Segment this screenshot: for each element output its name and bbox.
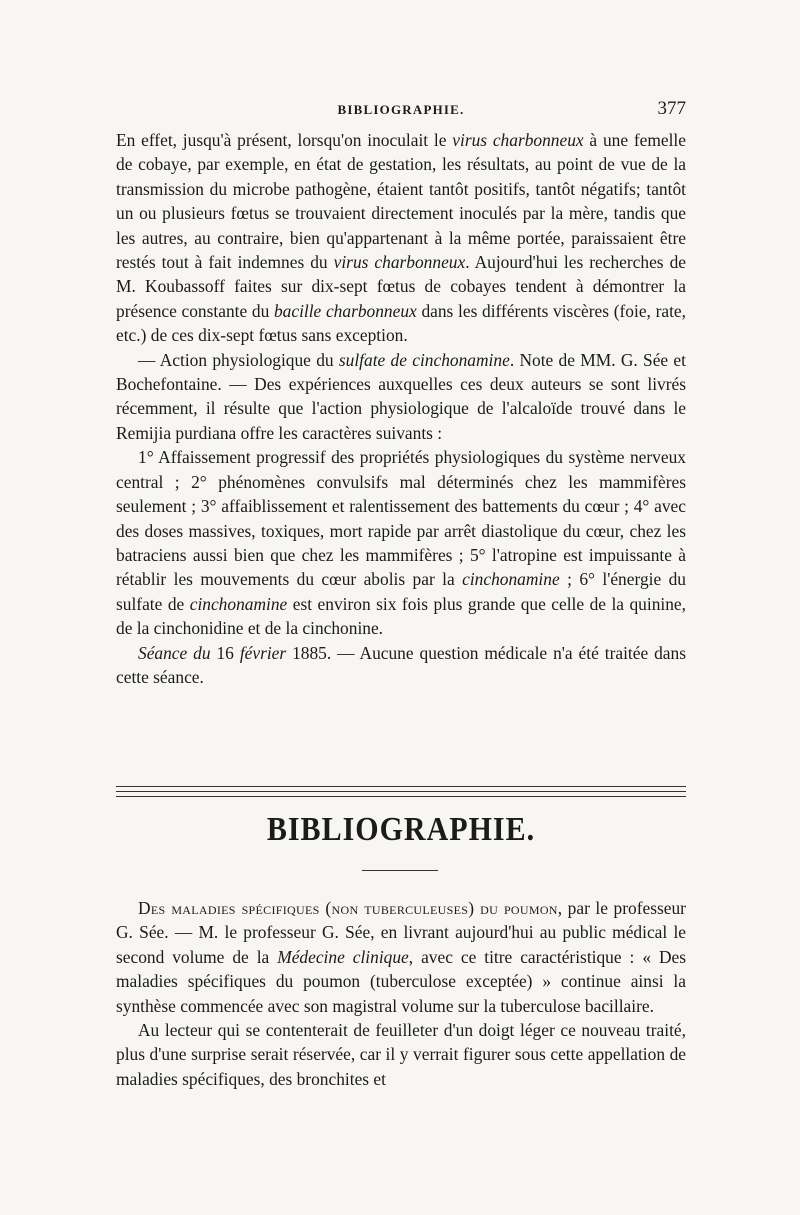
body-text-bottom: [116, 896, 686, 1091]
paragraph-reader: Au lecteur qui se contenterait de feuilleter d'un doigt léger ce nouveau traité, plus d'une surprise serait réservée, car il y verrait figurer sous cette appellation de maladies spécifiques, des bronchites et: [116, 1020, 686, 1089]
paragraph-cinchonamine: — Action physiologique du sulfate de cinchonamine. Note de MM. G. Sée et Bochefontaine. — Des expériences auxquelles ces deux auteurs se sont livrés récemment, il résulte que l'action physiologique de l'alcaloïde trouvé dans le Remijia purdiana offre les caractères suivants :: [116, 349, 686, 443]
body-text-top: [116, 128, 686, 689]
page-number: 377: [657, 98, 686, 119]
divider-rule: [116, 786, 686, 787]
divider-rule: [116, 796, 686, 797]
running-title: BIBLIOGRAPHIE.: [337, 102, 465, 117]
paragraph-koubassoff: En effet, jusqu'à présent, lorsqu'on inoculait le virus charbonneux à une femelle de cobaye, par exemple, en état de gestation, les résultats, au point de vue de la transmission du microbe pathogène, étaient tantôt positifs, tantôt négatifs; tantôt un ou plusieurs fœtus se trouvaient directement inoculés par la mère, tandis que les autres, au contraire, bien qu'appartenant à la même portée, paraissaient être restés tout à fait indemnes du virus charbonneux. Aujourd'hui les recherches de M. Koubassoff faites sur dix-sept fœtus de cobayes tendent à démontrer la présence constante du bacille charbonneux dans les différents viscères (foie, rate, etc.) de ces dix-sept fœtus sans exception.: [116, 130, 686, 346]
paragraph-effects-list: 1° Affaissement progressif des propriétés physiologiques du système nerveux central ; 2° phénomènes convulsifs mal déterminés chez les mammifères seulement ; 3° affaiblissement et ralentissement des battements du cœur ; 4° avec des doses massives, toxiques, mort rapide par arrêt diastolique du cœur, chez les batraciens aussi bien que chez les mammifères ; 5° l'atropine est impuissante à rétablir les mouvements du cœur abolis par la cinchonamine ; 6° l'énergie du sulfate de cinchonamine est environ six fois plus grande que celle de la quinine, de la cinchonidine et de la cinchonine.: [116, 447, 686, 639]
running-head: [116, 98, 686, 122]
paragraph-seance: Séance du 16 février 1885. — Aucune question médicale n'a été traitée dans cette séance.: [116, 642, 686, 687]
entry-title: Des maladies spécifiques (non tuberculeuses) du poumon: [138, 898, 558, 918]
divider-rule: [116, 791, 686, 792]
bibliography-entry: Des maladies spécifiques (non tuberculeuses) du poumon, par le professeur G. Sée. — M. le professeur G. Sée, en livrant aujourd'hui au public médical le second volume de la Médecine clinique, avec ce titre caractéristique : « Des maladies spécifiques du poumon (tuberculose exceptée) » continue ainsi la synthèse commencée avec son magistral volume sur la tuberculose bacillaire.: [116, 898, 687, 1016]
section-title: BIBLIOGRAPHIE.: [266, 810, 536, 848]
title-underline: [362, 870, 438, 871]
